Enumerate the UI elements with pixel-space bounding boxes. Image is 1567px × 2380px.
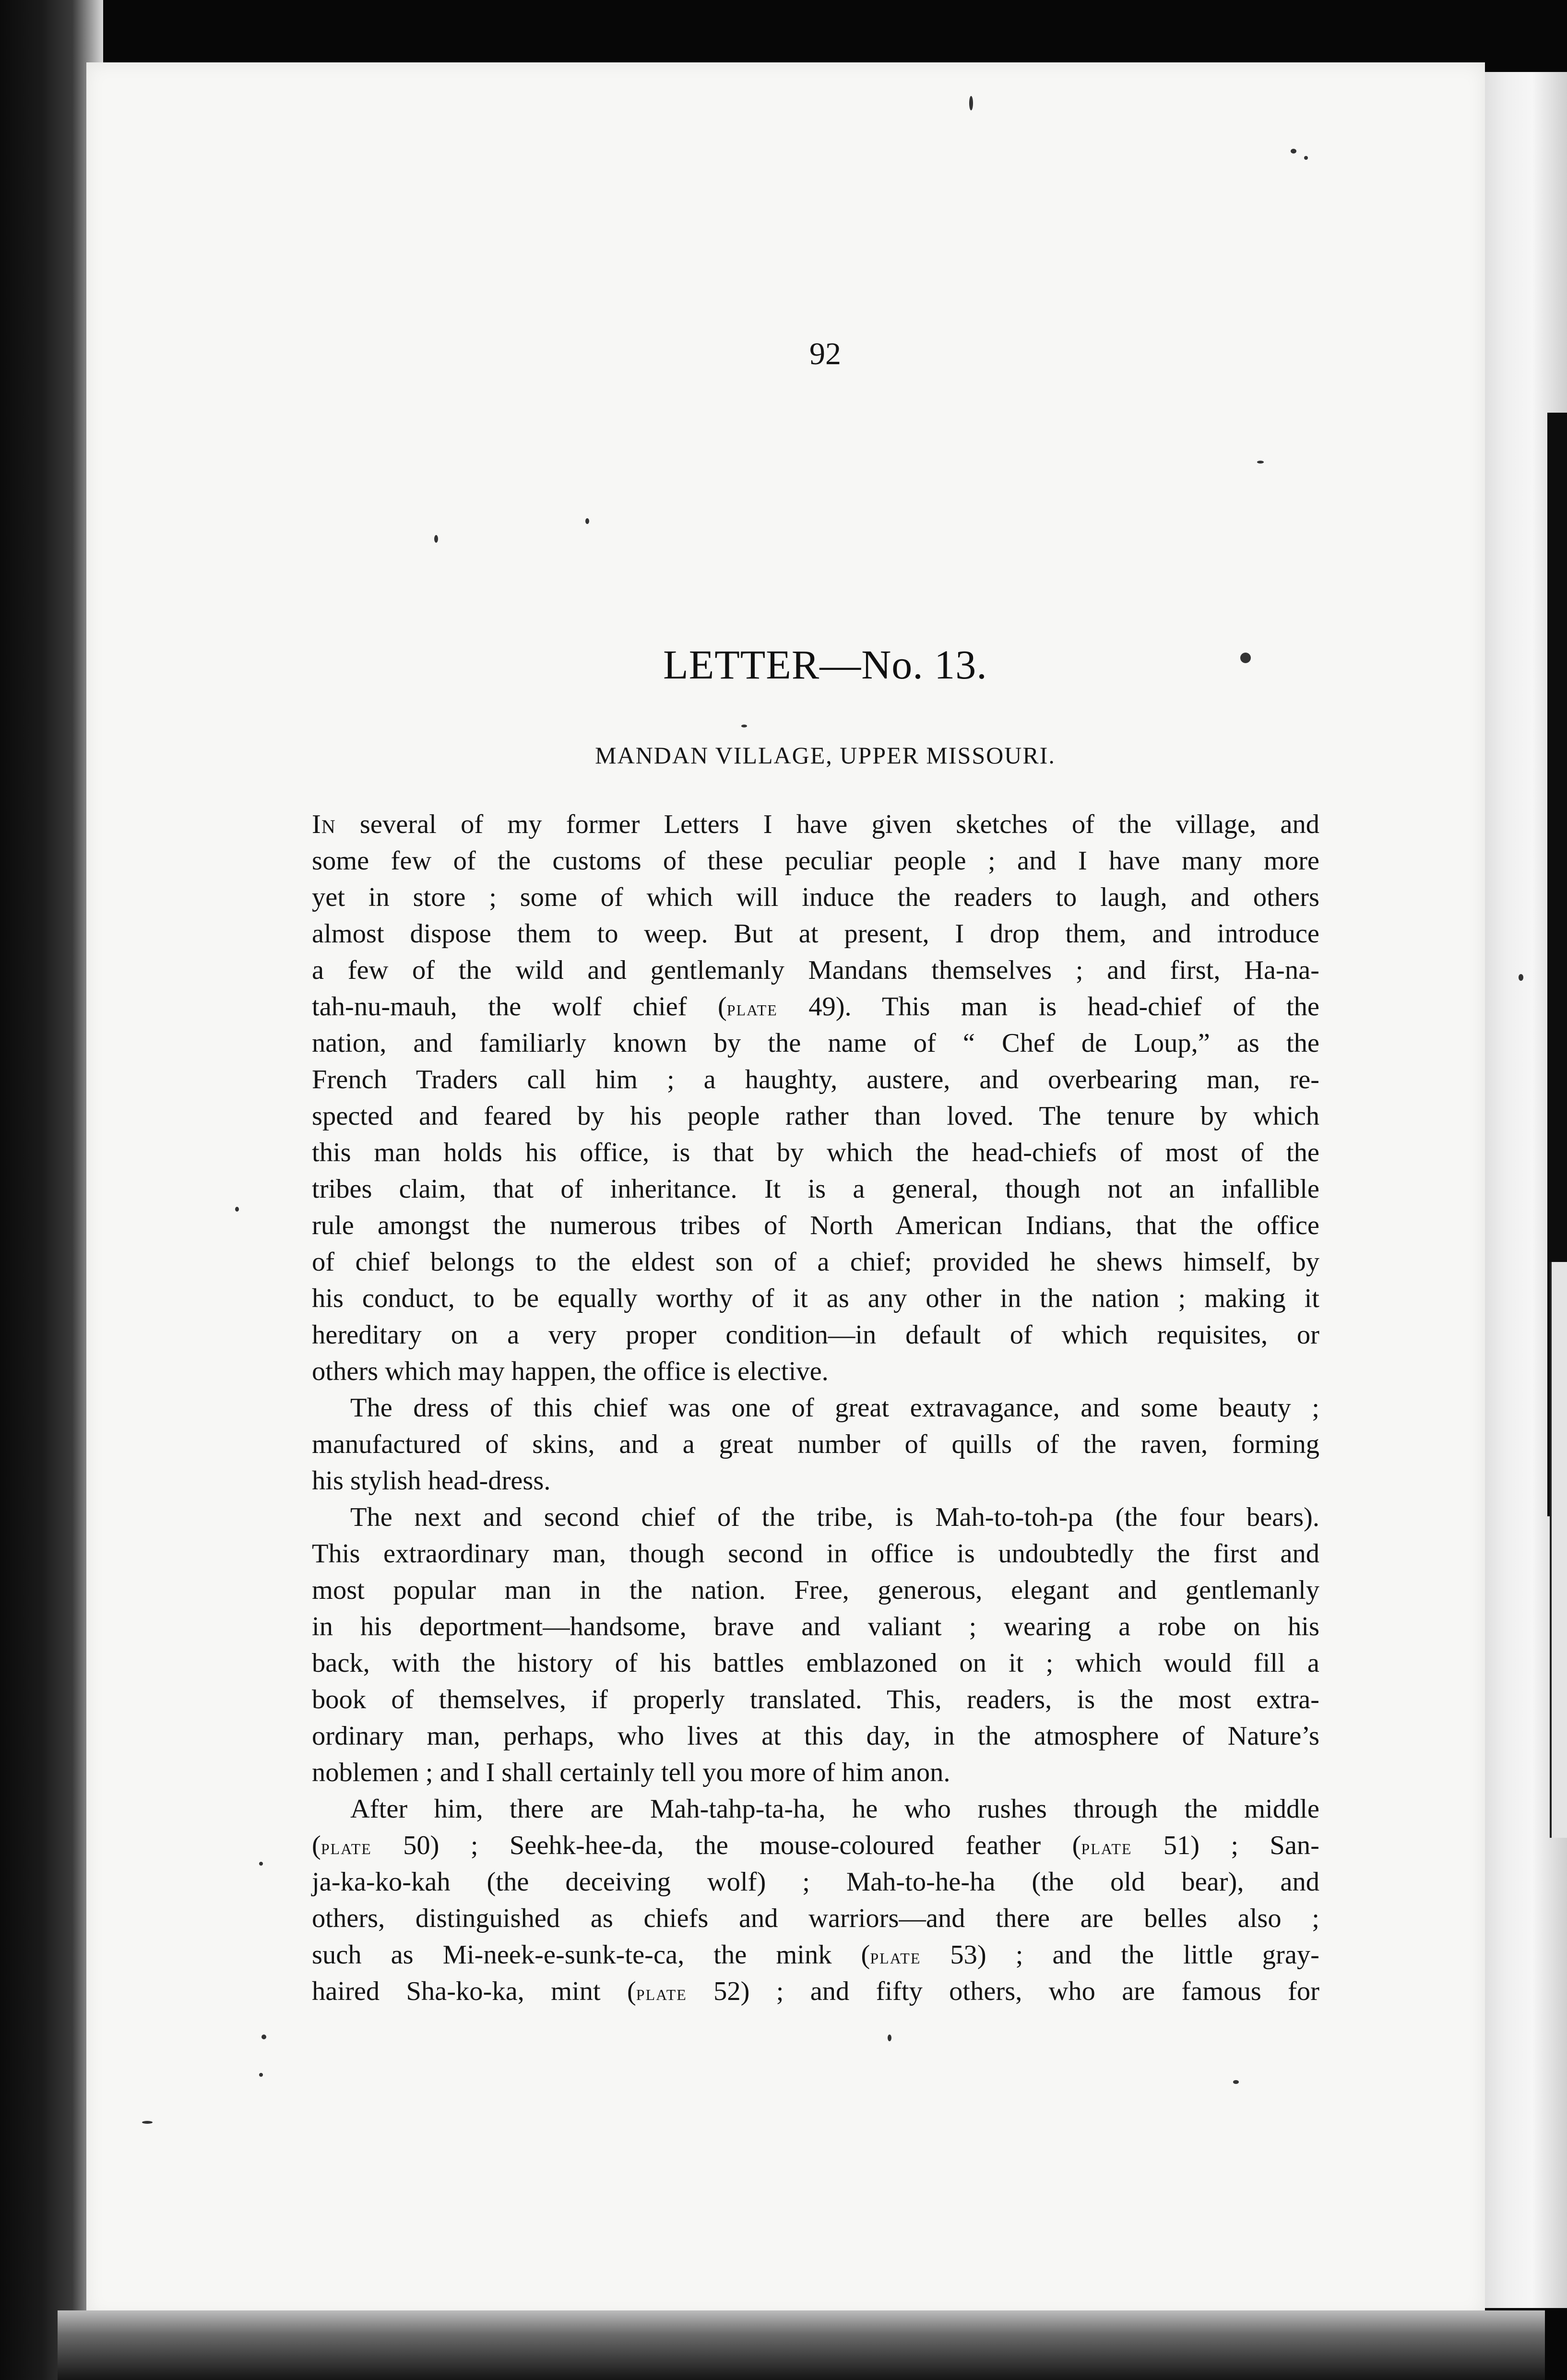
text-line (312, 1463, 1319, 1499)
text-line (312, 1426, 1319, 1463)
text-line (312, 1353, 1319, 1390)
line-text: The next and second chief of the tribe, is Mah-to-toh-pa (the four bears). (350, 1502, 1319, 1532)
line-text: this man holds his office, is that by which the head-chiefs of most of the (312, 1138, 1319, 1167)
line-text: manufactured of skins, and a great number of quills of the raven, forming (312, 1429, 1319, 1459)
line-text: in his deportment—handsome, brave and valiant ; wearing a robe on his (312, 1612, 1319, 1642)
text-line (312, 1098, 1319, 1134)
plate-reference: plate (726, 996, 778, 1021)
line-text: tah-nu-mauh, the wolf chief ( (312, 992, 727, 1022)
line-text: nation, and familiarly known by the name of “ Chef de Loup,” as the (312, 1028, 1319, 1058)
text-line (312, 1171, 1319, 1207)
line-text: others which may happen, the office is elective. (312, 1357, 829, 1386)
text-line (312, 1280, 1319, 1317)
text-line (312, 1973, 1319, 2010)
text-line (312, 843, 1319, 879)
line-text: book of themselves, if properly translated. This, readers, is the most extra- (312, 1685, 1319, 1714)
plate-reference: plate (1081, 1835, 1132, 1859)
text-line (312, 1718, 1319, 1754)
text-line (312, 1390, 1319, 1426)
right-light-strip (1550, 1262, 1567, 1838)
text-line (312, 1499, 1319, 1535)
text-line (312, 1645, 1319, 1681)
line-text: ( (312, 1831, 321, 1860)
line-text: noblemen ; and I shall certainly tell you more of him anon. (312, 1758, 950, 1787)
line-text: ordinary man, perhaps, who lives at this day, in the atmosphere of Nature’s (312, 1721, 1319, 1751)
line-text: The dress of this chief was one of great extravagance, and some beauty ; (350, 1393, 1319, 1423)
page-number: 92 (809, 336, 841, 371)
plate-reference: plate (870, 1944, 921, 1969)
line-text: After him, there are Mah-tahp-ta-ha, he who rushes through the middle (350, 1794, 1319, 1824)
line-text: haired Sha-ko-ka, mint ( (312, 1976, 636, 2006)
text-line (312, 879, 1319, 916)
text-line (312, 916, 1319, 952)
text-line (312, 1134, 1319, 1171)
line-text: several of my former Letters I have given sketches of the village, and (335, 809, 1319, 839)
line-text: yet in store ; some of which will induce the readers to laugh, and others (312, 882, 1319, 912)
line-text: 49). This man is head-chief of the (777, 992, 1319, 1022)
line-text: of chief belongs to the eldest son of a chief; provided he shews himself, by (312, 1247, 1319, 1277)
drop-cap: In (312, 809, 336, 839)
line-text: others, distinguished as chiefs and warriors—and there are belles also ; (312, 1904, 1319, 1933)
text-line (312, 1025, 1319, 1061)
text-line (312, 1827, 1319, 1864)
text-line (312, 1317, 1319, 1353)
text-line (312, 1791, 1319, 1827)
line-text: his conduct, to be equally worthy of it as any other in the nation ; making it (312, 1284, 1319, 1313)
text-line (312, 1608, 1319, 1645)
line-text: tribes claim, that of inheritance. It is a general, though not an infallible (312, 1174, 1319, 1204)
body-text (312, 806, 1319, 2010)
plate-reference: plate (321, 1835, 372, 1859)
plate-reference: plate (636, 1981, 687, 2005)
text-line (312, 1937, 1319, 1973)
line-text: French Traders call him ; a haughty, austere, and overbearing man, re- (312, 1065, 1319, 1095)
text-line (312, 1207, 1319, 1244)
line-text: his stylish head-dress. (312, 1466, 551, 1496)
line-text: a few of the wild and gentlemanly Mandans themselves ; and first, Ha-na- (312, 955, 1319, 985)
line-text: most popular man in the nation. Free, generous, elegant and gentlemanly (312, 1575, 1319, 1605)
line-text: ja-ka-ko-kah (the deceiving wolf) ; Mah-to-he-ha (the old bear), and (312, 1867, 1319, 1897)
text-line (312, 1572, 1319, 1608)
text-line (312, 1061, 1319, 1098)
text-line (312, 1681, 1319, 1718)
line-text: 50) ; Seehk-hee-da, the mouse-coloured feather ( (371, 1831, 1081, 1860)
line-text: spected and feared by his people rather than loved. The tenure by which (312, 1101, 1319, 1131)
line-text: 53) ; and the little gray- (921, 1940, 1319, 1970)
text-line (312, 1900, 1319, 1937)
place-heading: MANDAN VILLAGE, UPPER MISSOURI. (595, 742, 1056, 769)
line-text: 51) ; San- (1132, 1831, 1319, 1860)
text-line (312, 1754, 1319, 1791)
text-line (312, 1244, 1319, 1280)
letter-title: LETTER—No. 13. (663, 642, 987, 688)
bottom-page-edge (58, 2310, 1545, 2380)
text-line (312, 952, 1319, 988)
text-line (312, 1864, 1319, 1900)
text-line (312, 1535, 1319, 1572)
line-text: some few of the customs of these peculiar people ; and I have many more (312, 846, 1319, 876)
line-text: almost dispose them to weep. But at present, I drop them, and introduce (312, 919, 1319, 949)
text-line (312, 988, 1319, 1025)
text-line (312, 806, 1319, 843)
line-text: back, with the history of his battles emblazoned on it ; which would fill a (312, 1648, 1319, 1678)
line-text: hereditary on a very proper condition—in default of which requisites, or (312, 1320, 1319, 1350)
line-text: such as Mi-neek-e-sunk-te-ca, the mink ( (312, 1940, 870, 1970)
line-text: 52) ; and fifty others, who are famous for (687, 1976, 1319, 2006)
line-text: This extraordinary man, though second in office is undoubtedly the first and (312, 1539, 1319, 1569)
line-text: rule amongst the numerous tribes of North American Indians, that the office (312, 1211, 1319, 1240)
